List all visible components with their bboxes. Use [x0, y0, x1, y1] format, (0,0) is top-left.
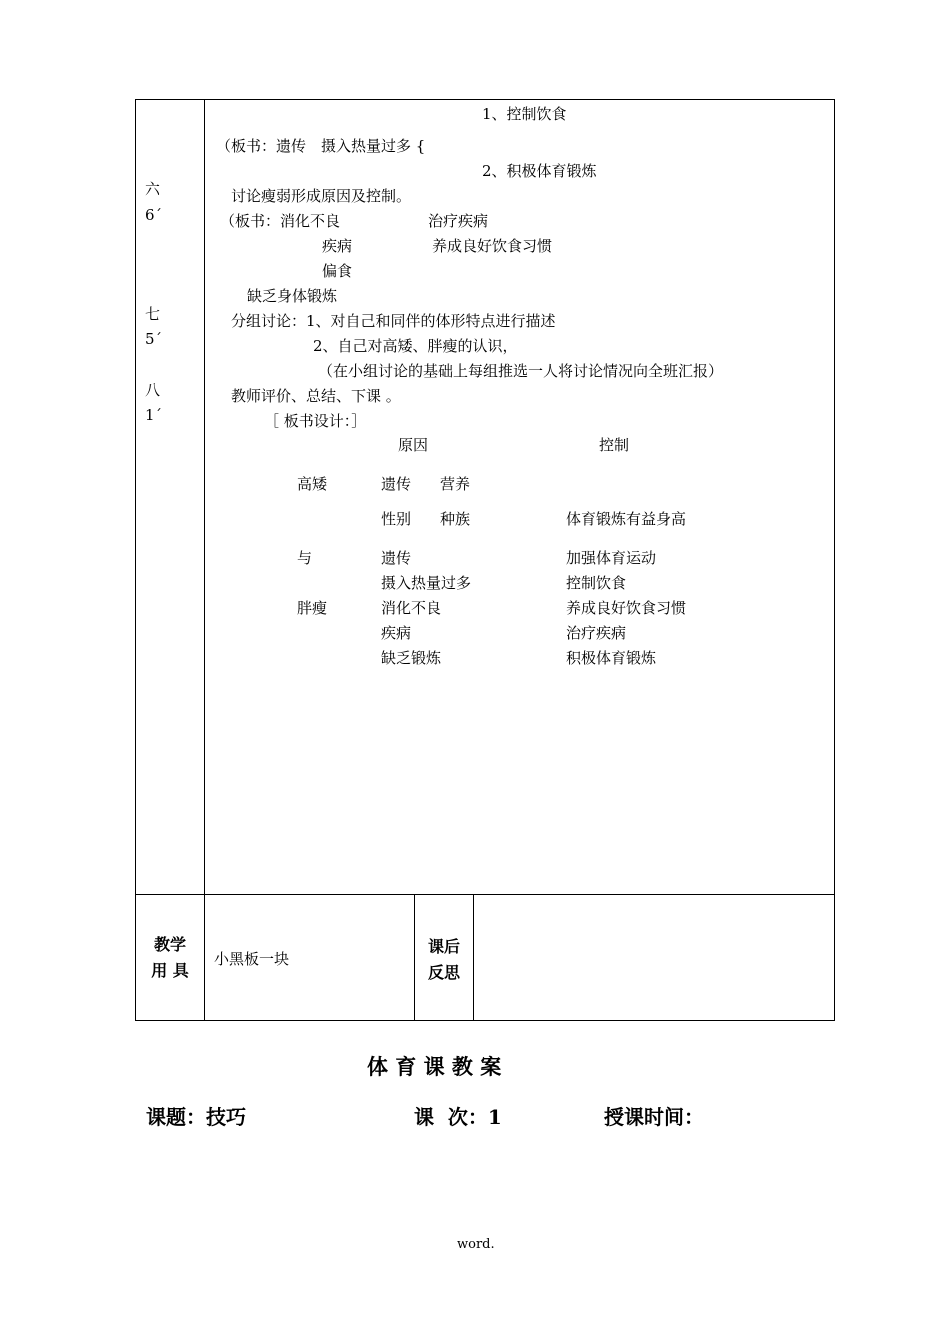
content-line-4: 讨论瘦弱形成原因及控制。 [231, 187, 412, 205]
board-cause-7: 缺乏锻炼 [381, 649, 442, 667]
tools-value: 小黑板一块 [214, 950, 290, 968]
content-line-12: 教师评价、总结、下课 。 [231, 387, 401, 405]
content-line-9: 分组讨论：1、对自己和同伴的体形特点进行描述 [231, 312, 556, 330]
topic-label: 课题：技巧 [146, 1105, 246, 1129]
session-label: 课 次：1 [414, 1105, 502, 1129]
content-line-3: 2、积极体育锻炼 [482, 162, 597, 180]
table-divider-col1 [204, 99, 205, 1021]
table-border-top [135, 99, 835, 100]
board-cause-2a: 性别 [381, 510, 412, 528]
section-six-number: 六 [145, 180, 161, 198]
board-cause-1a: 遗传 [381, 475, 412, 493]
board-cause-5: 消化不良 [381, 599, 442, 617]
reflect-label [415, 934, 473, 986]
board-control-3: 加强体育运动 [566, 549, 657, 567]
board-label-yu: 与 [297, 549, 313, 567]
board-control-4: 控制饮食 [566, 574, 627, 592]
tools-label-line-1: 教学 [153, 935, 186, 954]
board-label-gaoai: 高矮 [297, 475, 328, 493]
board-cause-4: 摄入热量过多 [381, 574, 472, 592]
content-line-11: （在小组讨论的基础上每组推选一人将讨论情况向全班汇报） [318, 362, 724, 380]
page-title: 体 育 课 教 案 [367, 1054, 502, 1079]
board-cause-1b: 营养 [440, 475, 471, 493]
table-divider-row [135, 894, 835, 895]
content-line-10: 2、自己对高矮、胖瘦的认识， [313, 337, 518, 355]
board-control-5: 养成良好饮食习惯 [566, 599, 687, 617]
board-cause-2b: 种族 [440, 510, 471, 528]
board-cause-3: 遗传 [381, 549, 412, 567]
section-eight-time: 1´ [145, 406, 163, 424]
section-six-time: 6´ [145, 206, 163, 224]
section-eight-number: 八 [145, 381, 161, 399]
time-label: 授课时间： [604, 1105, 704, 1129]
board-control-7: 积极体育锻炼 [566, 649, 657, 667]
table-border-bottom [135, 1020, 835, 1021]
content-line-13: ［ 板书设计：］ [264, 412, 367, 430]
board-header-cause: 原因 [398, 436, 429, 454]
content-line-8: 缺乏身体锻炼 [247, 287, 338, 305]
footer-text: word. [457, 1237, 495, 1252]
table-divider-reflect [473, 894, 474, 1021]
content-line-7: 偏食 [322, 262, 353, 280]
table-border-left [135, 99, 136, 1021]
content-line-5b: 治疗疾病 [428, 212, 489, 230]
board-label-pangshou: 胖瘦 [297, 599, 328, 617]
table-border-right [834, 99, 835, 1021]
content-line-1: 1、控制饮食 [482, 105, 567, 123]
board-control-6: 治疗疾病 [566, 624, 627, 642]
board-control-2: 体育锻炼有益身高 [566, 510, 687, 528]
content-line-6b: 养成良好饮食习惯 [432, 237, 553, 255]
content-line-6a: 疾病 [322, 237, 353, 255]
reflect-label-line-1: 课后 [427, 937, 460, 956]
reflect-label-line-2: 反思 [427, 963, 460, 982]
tools-label [136, 932, 204, 984]
section-seven-number: 七 [145, 305, 161, 323]
board-cause-6: 疾病 [381, 624, 412, 642]
section-seven-time: 5´ [145, 330, 163, 348]
board-header-control: 控制 [599, 436, 630, 454]
tools-label-line-2: 用 具 [151, 961, 189, 980]
content-line-5a: （板书：消化不良 [220, 212, 341, 230]
content-line-2: （板书：遗传 摄入热量过多 { [216, 137, 426, 155]
